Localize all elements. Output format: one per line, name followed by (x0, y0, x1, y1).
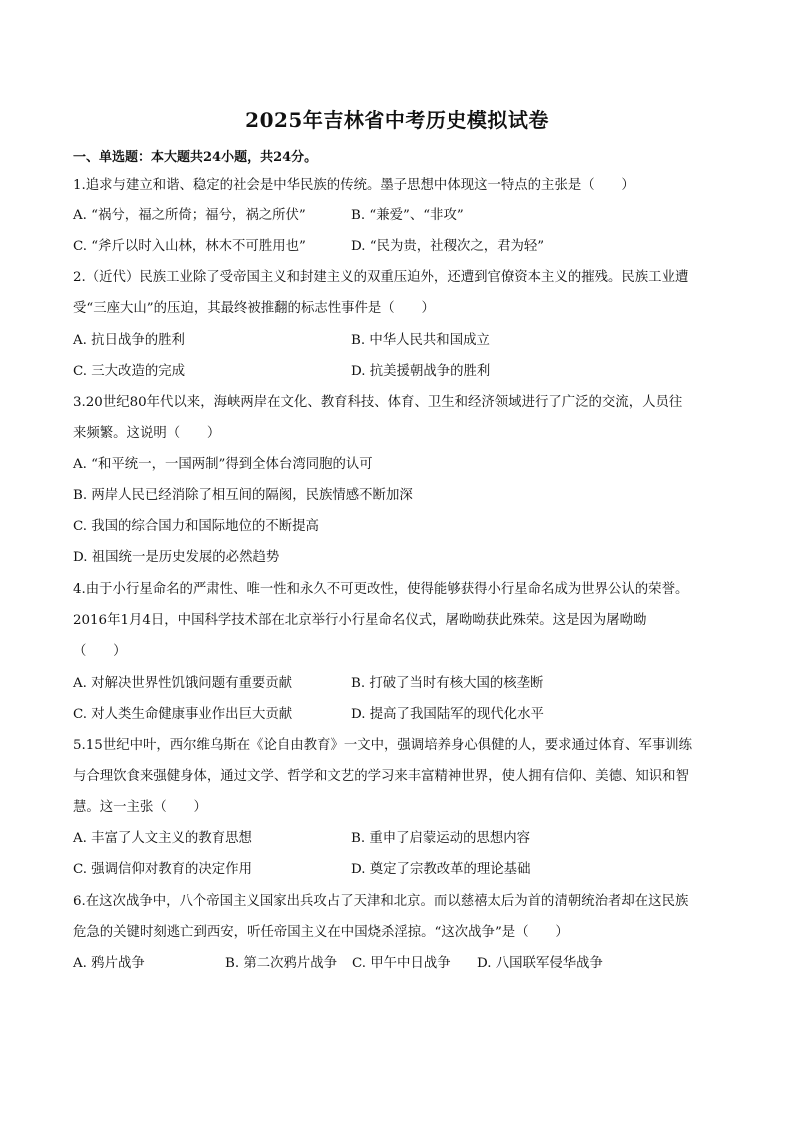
question-6-option-a[interactable]: A. 鸦片战争 (73, 956, 145, 971)
question-2-option-c[interactable]: C. 三大改造的完成 (73, 364, 186, 379)
question-3-option-a[interactable]: A. “和平统一，一国两制”得到全体台湾同胞的认可 (73, 457, 373, 472)
question-5-option-c[interactable]: C. 强调信仰对教育的决定作用 (73, 862, 252, 877)
question-3-option-c[interactable]: C. 我国的综合国力和国际地位的不断提高 (73, 519, 319, 534)
question-3-option-d[interactable]: D. 祖国统一是历史发展的必然趋势 (73, 550, 280, 565)
question-4-stem-line-1: 4.由于小行星命名的严肃性、唯一性和永久不可更改性，使得能够获得小行星命名成为世界公认的荣誉。 (73, 582, 689, 597)
question-3-option-b[interactable]: B. 两岸人民已经消除了相互间的隔阂，民族情感不断加深 (73, 488, 413, 503)
question-1-stem: 1.追求与建立和谐、稳定的社会是中华民族的传统。墨子思想中体现这一特点的主张是（ ） (73, 178, 635, 193)
question-6-stem-line-1: 6.在这次战争中，八个帝国主义国家出兵攻占了天津和北京。而以慈禧太后为首的清朝统治者却在这民族 (73, 894, 689, 909)
question-2-option-a[interactable]: A. 抗日战争的胜利 (73, 333, 185, 348)
question-5-option-b[interactable]: B. 重申了启蒙运动的思想内容 (351, 831, 531, 846)
question-3-stem-line-2: 来频繁。这说明（ ） (73, 426, 221, 441)
question-2-option-d[interactable]: D. 抗美援朝战争的胜利 (351, 364, 491, 379)
question-1-option-a[interactable]: A. “祸兮，福之所倚；福兮，祸之所伏” (73, 208, 306, 223)
question-1-option-c[interactable]: C. “斧斤以时入山林，林木不可胜用也” (73, 239, 306, 254)
section-header: 一、单选题：本大题共24小题，共24分。 (73, 150, 318, 165)
question-5-option-d[interactable]: D. 奠定了宗教改革的理论基础 (351, 862, 531, 877)
question-6-option-d[interactable]: D. 八国联军侵华战争 (477, 956, 603, 971)
question-5-stem-line-2: 与合理饮食来强健身体，通过文学、哲学和文艺的学习来丰富精神世界，使人拥有信仰、美德、知识和智 (73, 769, 689, 784)
page-title: 2025年吉林省中考历史模拟试卷 (245, 108, 549, 132)
question-6-option-c[interactable]: C. 甲午中日战争 (352, 956, 451, 971)
question-1-option-d[interactable]: D. “民为贵，社稷次之，君为轻” (351, 239, 545, 254)
question-5-stem-line-3: 慧。这一主张（ ） (73, 800, 207, 815)
question-2-stem-line-2: 受“三座大山”的压迫，其最终被推翻的标志性事件是（ ） (73, 301, 435, 316)
question-2-option-b[interactable]: B. 中华人民共和国成立 (351, 333, 490, 348)
question-4-stem-line-3: （ ） (73, 644, 127, 659)
question-1-option-b[interactable]: B. “兼爱”、“非攻” (351, 208, 464, 223)
question-4-option-d[interactable]: D. 提高了我国陆军的现代化水平 (351, 707, 544, 722)
question-4-option-c[interactable]: C. 对人类生命健康事业作出巨大贡献 (73, 707, 293, 722)
question-5-option-a[interactable]: A. 丰富了人文主义的教育思想 (73, 831, 252, 846)
question-4-option-b[interactable]: B. 打破了当时有核大国的核垄断 (351, 676, 544, 691)
question-6-option-b[interactable]: B. 第二次鸦片战争 (225, 956, 338, 971)
question-2-stem-line-1: 2.（近代）民族工业除了受帝国主义和封建主义的双重压迫外，还遭到官僚资本主义的摧残。民族工业遭 (73, 270, 689, 285)
question-6-stem-line-2: 危急的关键时刻逃亡到西安，听任帝国主义在中国烧杀淫掠。“这次战争”是（ ） (73, 925, 569, 940)
question-4-stem-line-2: 2016年1月4日，中国科学技术部在北京举行小行星命名仪式，屠呦呦获此殊荣。这是因为屠呦呦 (73, 613, 647, 628)
question-3-stem-line-1: 3.20世纪80年代以来，海峡两岸在文化、教育科技、体育、卫生和经济领域进行了广泛的交流，人员往 (73, 395, 683, 410)
question-5-stem-line-1: 5.15世纪中叶，西尔维乌斯在《论自由教育》一文中，强调培养身心俱健的人，要求通过体育、军事训练 (73, 738, 692, 753)
question-4-option-a[interactable]: A. 对解决世界性饥饿问题有重要贡献 (73, 676, 293, 691)
